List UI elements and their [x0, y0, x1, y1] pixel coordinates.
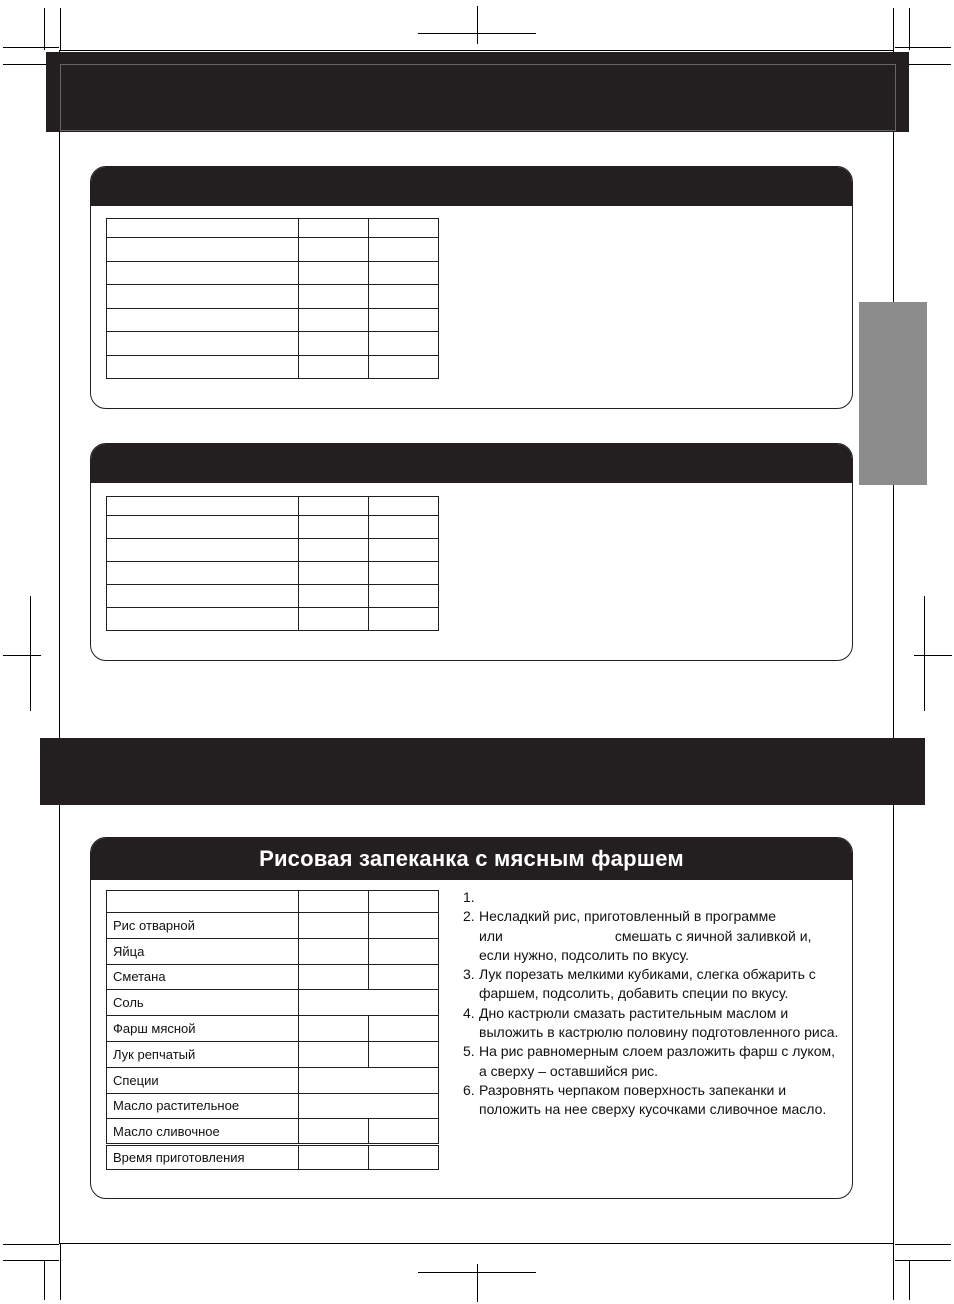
table-row — [107, 1016, 439, 1042]
recipe-card-2-header — [91, 444, 852, 483]
step-number: 3. — [463, 966, 475, 983]
step-number: 2. — [463, 908, 475, 925]
registration-mark — [477, 6, 478, 44]
table-row — [107, 238, 439, 262]
table-row — [107, 261, 439, 285]
cooking-steps — [463, 888, 843, 1120]
ingredients-table-2 — [106, 496, 439, 631]
ingredient-name: Фарш мясной — [107, 1016, 299, 1042]
table-row — [107, 355, 439, 379]
crop-mark — [895, 1260, 951, 1261]
step-number: 4. — [463, 1004, 475, 1021]
table-row — [107, 938, 439, 964]
ingredient-name: Масло растительное — [107, 1093, 299, 1119]
table-row — [107, 913, 439, 939]
table-row — [107, 1119, 439, 1145]
registration-mark — [30, 596, 31, 711]
registration-mark — [3, 655, 41, 656]
table-row — [107, 1067, 439, 1093]
crop-mark — [3, 1244, 59, 1245]
ingredient-name: Специи — [107, 1067, 299, 1093]
registration-mark — [477, 1264, 478, 1302]
ingredients-table — [106, 890, 439, 1170]
table-row — [107, 562, 439, 585]
step-5: 5. На рис равномерным слоем разложить фарш с луком, а сверху – оставшийся рис. — [463, 1042, 843, 1081]
table-row — [107, 539, 439, 562]
cooking-time-label: Время приготовления — [107, 1145, 299, 1170]
table-row — [107, 891, 439, 913]
recipe-card-1-header — [91, 167, 852, 206]
side-section-tab — [859, 302, 927, 485]
step-number: 1. — [463, 889, 475, 905]
crop-mark — [3, 47, 59, 48]
ingredient-name: Рис отварной — [107, 913, 299, 939]
table-row — [107, 516, 439, 539]
crop-mark — [893, 1244, 894, 1300]
ingredient-name: Лук репчатый — [107, 1041, 299, 1067]
step-2: 2. Несладкий рис, приготовленный в программе или смешать с яичной заливкой и, если нужно, подсолить по вкусу. — [463, 907, 843, 965]
crop-mark — [895, 1244, 951, 1245]
crop-mark — [895, 47, 951, 48]
step-number: 5. — [463, 1043, 475, 1060]
step-3: 3. Лук порезать мелкими кубиками, слегка обжарить с фаршем, подсолить, добавить специи по вкусу. — [463, 965, 843, 1004]
table-row — [107, 1041, 439, 1067]
table-row — [107, 497, 439, 516]
crop-mark — [44, 1260, 45, 1300]
registration-mark — [914, 655, 952, 656]
ingredients-table-1 — [106, 218, 439, 379]
crop-mark — [44, 8, 45, 50]
table-row — [107, 608, 439, 631]
table-row — [107, 990, 439, 1016]
ingredient-name: Яйца — [107, 938, 299, 964]
registration-mark — [924, 596, 925, 711]
cooking-time-row — [107, 1145, 439, 1170]
ingredient-name: Масло сливочное — [107, 1119, 299, 1145]
step-6: 6. Разровнять черпаком поверхность запеканки и положить на нее сверху кусочками сливочное масло. — [463, 1081, 843, 1120]
recipe-title: Рисовая запеканка с мясным фаршем — [91, 838, 852, 880]
table-row — [107, 964, 439, 990]
table-row — [107, 308, 439, 332]
table-row — [107, 1093, 439, 1119]
table-row — [107, 332, 439, 356]
section-header-bar — [40, 738, 925, 805]
step-4: 4. Дно кастрюли смазать растительным маслом и выложить в кастрюлю половину подготовленного риса. — [463, 1004, 843, 1043]
top-header-frame — [60, 64, 896, 131]
crop-mark — [60, 1244, 61, 1300]
step-1 — [463, 888, 843, 907]
ingredient-name: Соль — [107, 990, 299, 1016]
step-number: 6. — [463, 1081, 475, 1098]
ingredient-name: Сметана — [107, 964, 299, 990]
crop-mark — [909, 8, 910, 50]
table-row — [107, 585, 439, 608]
ingredient-name — [107, 891, 299, 913]
crop-mark — [60, 8, 61, 50]
table-row — [107, 219, 439, 238]
table-row — [107, 285, 439, 309]
crop-mark — [909, 1260, 910, 1300]
crop-mark — [3, 1260, 59, 1261]
crop-mark — [893, 8, 894, 50]
